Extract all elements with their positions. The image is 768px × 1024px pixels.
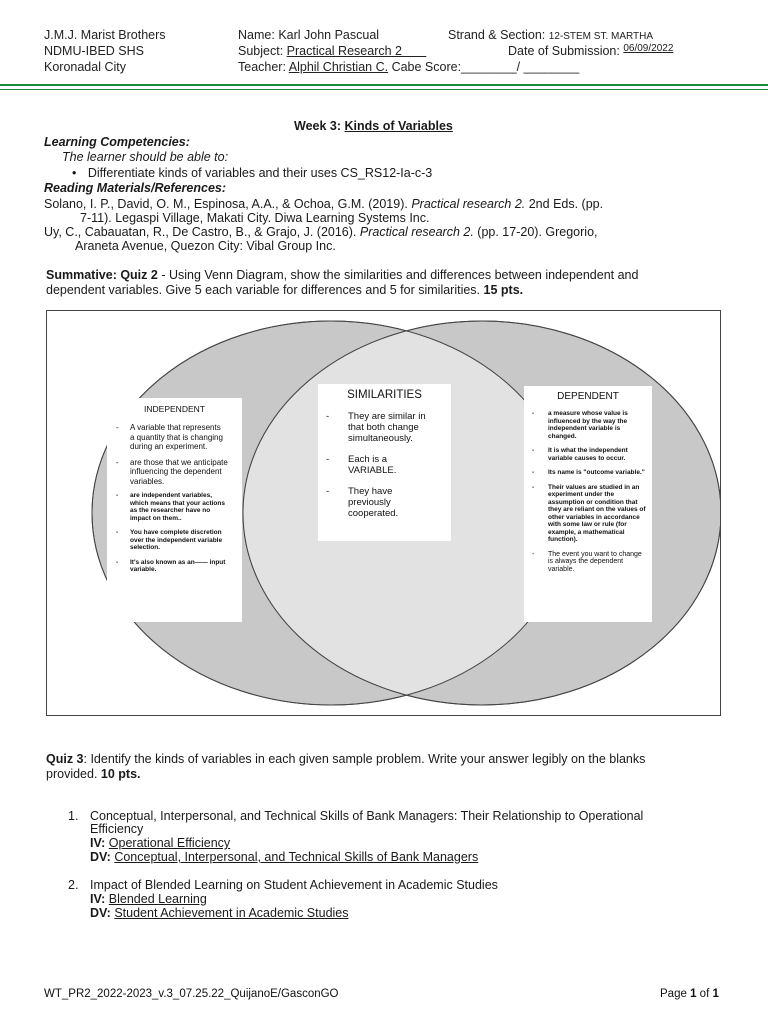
quiz3-line1: [46, 752, 645, 766]
summative-points: 15 pts.: [483, 283, 524, 297]
summative-text2: dependent variables. Give 5 each variable for differences and 5 for similarities.: [46, 283, 481, 297]
quiz3-line2: [46, 767, 141, 781]
similarity-item: - They have previously cooperated.: [326, 486, 399, 519]
quiz-item-title-cont: Efficiency: [90, 822, 144, 836]
quiz-item-number: 2.: [68, 878, 79, 892]
competencies-heading: Learning Competencies:: [44, 135, 190, 149]
quiz-item-dv: [90, 906, 349, 920]
summative-text1: - Using Venn Diagram, show the similarities and differences between independent and: [161, 268, 639, 282]
dependent-item: - The event you want to change is always the dependent variable.: [532, 550, 642, 573]
competencies-intro: The learner should be able to:: [62, 150, 229, 164]
quiz3-points: 10 pts.: [100, 767, 141, 781]
teacher-value: Alphil Christian C.: [288, 60, 389, 74]
competency-item: [72, 166, 432, 180]
quiz3-text1: : Identify the kinds of variables in each given sample problem. Write your answer legibly on the blanks: [83, 752, 646, 766]
week-topic: Kinds of Variables: [344, 119, 453, 133]
date-label: Date of Submission:: [508, 44, 620, 58]
reference-1-edition: 2nd Eds. (pp.: [528, 197, 604, 211]
page-of: of: [699, 988, 710, 1000]
teacher-label: Teacher:: [238, 60, 286, 74]
school-city: Koronadal City: [44, 60, 126, 74]
page-prefix: Page: [660, 988, 687, 1000]
similarity-item: - Each is a VARIABLE.: [326, 454, 397, 476]
name-value: Karl John Pascual: [278, 28, 380, 42]
dependent-item: - a measure whose value is influenced by the way the independent variable is changed.: [532, 410, 628, 440]
page-total: 1: [712, 988, 719, 1000]
dv-label: DV:: [90, 906, 111, 920]
dependent-box: [524, 386, 652, 622]
header-rule-thin: [0, 89, 768, 90]
quiz-item-title: Impact of Blended Learning on Student Achievement in Academic Studies: [90, 878, 498, 892]
independent-title: INDEPENDENT: [144, 404, 205, 414]
reference-1-cont: 7-11). Legaspi Village, Makati City. Diwa Learning Systems Inc.: [80, 211, 430, 225]
reference-1-title: Practical research 2.: [411, 197, 526, 211]
dependent-item: - Their values are studied in an experiment under the assumption or condition that they are reliant on the values of other variables in accordance with some law or rule (for example, a mathematical function).: [532, 483, 646, 543]
strand-value: 12-STEM ST. MARTHA: [548, 31, 654, 42]
venn-diagram: [46, 310, 721, 716]
reference-2-cont: Araneta Avenue, Quezon City: Vibal Group Inc.: [75, 239, 336, 253]
independent-item: - A variable that represents a quantity that is changing during an experiment.: [116, 423, 223, 451]
summative-label: Summative: Quiz 2: [46, 268, 158, 282]
header-rule: [0, 84, 768, 86]
quiz-item-title: Conceptual, Interpersonal, and Technical Skills of Bank Managers: Their Relationship to Operational: [90, 809, 644, 823]
school-name: J.M.J. Marist Brothers: [44, 28, 166, 42]
bullet-icon: •: [72, 166, 77, 180]
competency-text: Differentiate kinds of variables and their uses CS_RS12-Ia-c-3: [87, 166, 433, 180]
score-label: Cabe Score:: [391, 60, 462, 74]
week-title: [294, 119, 453, 133]
dependent-item: - Its name is "outcome variable.": [532, 469, 645, 476]
subject-field: [238, 44, 426, 58]
similarities-title: SIMILARITIES: [347, 389, 422, 401]
quiz3-label: Quiz 3: [46, 752, 84, 766]
iv-answer: Operational Efficiency: [108, 836, 231, 850]
reference-2-title: Practical research 2.: [359, 225, 474, 239]
quiz-item-dv: [90, 850, 478, 864]
dv-answer: Student Achievement in Academic Studies: [114, 906, 349, 920]
date-value: 06/09/2022: [623, 43, 674, 54]
references-heading: Reading Materials/References:: [44, 181, 227, 195]
strand-label: Strand & Section:: [448, 28, 546, 42]
iv-label: IV:: [90, 892, 106, 906]
quiz-item-number: 1.: [68, 809, 79, 823]
dv-label: DV:: [90, 850, 111, 864]
subject-value: Practical Research 2: [286, 44, 402, 58]
score-value: ________/ ________: [461, 60, 580, 74]
name-field: [238, 28, 379, 42]
reference-1-authors: Solano, I. P., David, O. M., Espinosa, A.A., & Ochoa, G.M. (2019).: [44, 197, 408, 211]
strand-field: [448, 28, 653, 42]
reference-2-pages: (pp. 17-20). Gregorio,: [477, 225, 598, 239]
iv-label: IV:: [90, 836, 106, 850]
similarity-item: - They are similar in that both change simultaneously.: [326, 411, 426, 444]
similarities-box: [318, 384, 451, 541]
independent-item: - are independent variables, which means that your actions as the researcher have no impact on them..: [116, 492, 225, 522]
teacher-field: [238, 60, 579, 74]
page-current: 1: [690, 988, 697, 1000]
quiz-item-iv: [90, 892, 207, 906]
iv-answer: Blended Learning: [108, 892, 207, 906]
independent-item: - You have complete discretion over the independent variable selection.: [116, 529, 223, 551]
summative-line1: [46, 268, 638, 282]
dv-answer: Conceptual, Interpersonal, and Technical Skills of Bank Managers: [114, 850, 479, 864]
independent-item: - It's also known as an—— input variable.: [116, 558, 226, 573]
school-unit: NDMU-IBED SHS: [44, 44, 145, 58]
independent-box: [107, 398, 242, 622]
reference-1: [44, 197, 603, 211]
quiz-item-iv: [90, 836, 230, 850]
reference-2: [44, 225, 598, 239]
reference-2-authors: Uy, C., Cabauatan, R., De Castro, B., & Grajo, J. (2016).: [44, 225, 357, 239]
week-prefix: Week 3:: [294, 119, 342, 133]
date-field: [508, 44, 673, 58]
dependent-title: DEPENDENT: [557, 391, 619, 402]
footer-code: WT_PR2_2022-2023_v.3_07.25.22_QuijanoE/GasconGO: [44, 988, 339, 1000]
name-label: Name:: [238, 28, 275, 42]
dependent-item: - It is what the independent variable causes to occur.: [532, 447, 628, 462]
quiz3-text2: provided.: [46, 767, 98, 781]
independent-item: - are those that we anticipate influencing the dependent variables.: [116, 457, 228, 486]
page-number: [660, 988, 719, 1000]
summative-line2: [46, 283, 523, 297]
subject-label: Subject:: [238, 44, 284, 58]
